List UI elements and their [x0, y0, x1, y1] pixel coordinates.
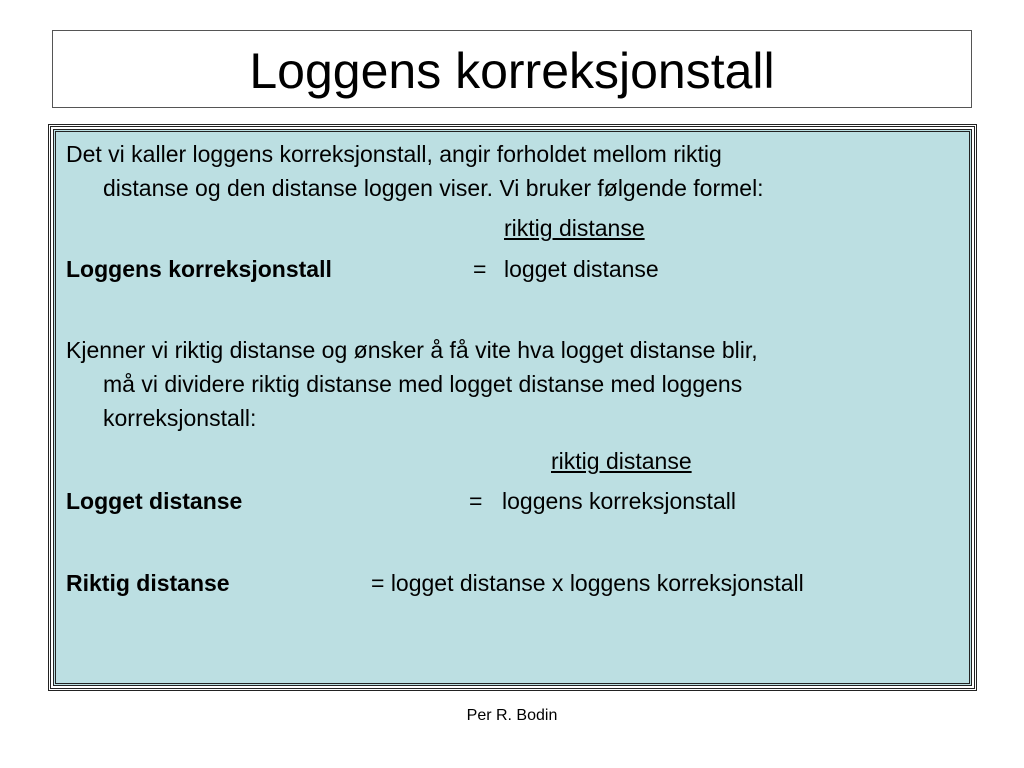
formula-2-numerator: riktig distanse: [551, 448, 692, 474]
formula-1-equals: =: [473, 256, 487, 282]
formula-1-denominator: logget distanse: [504, 256, 659, 282]
title-box: [52, 30, 972, 108]
formula-3-expression: = logget distanse x loggens korreksjonstall: [371, 570, 804, 596]
formula-1-label: Loggens korreksjonstall: [66, 256, 332, 282]
footer-author: Per R. Bodin: [466, 707, 558, 724]
formula-2-equals: =: [469, 488, 483, 514]
paragraph-2-line-2: må vi dividere riktig distanse med logget distanse med loggens: [103, 371, 743, 397]
formula-1-numerator: riktig distanse: [504, 215, 645, 241]
paragraph-2-line-3: korreksjonstall:: [103, 405, 257, 431]
formula-2-denominator: loggens korreksjonstall: [502, 488, 736, 514]
paragraph-2-line-1: Kjenner vi riktig distanse og ønsker å få vite hva logget distanse blir,: [66, 337, 758, 363]
formula-3-label: Riktig distanse: [66, 570, 230, 596]
paragraph-1-line-1: Det vi kaller loggens korreksjonstall, angir forholdet mellom riktig: [66, 141, 722, 167]
content-frame: [48, 124, 977, 691]
content-panel: [53, 129, 972, 686]
slide-title: Loggens korreksjonstall: [249, 43, 775, 99]
paragraph-1-line-2: distanse og den distanse loggen viser. Vi bruker følgende formel:: [103, 175, 764, 201]
formula-2-label: Logget distanse: [66, 488, 243, 514]
